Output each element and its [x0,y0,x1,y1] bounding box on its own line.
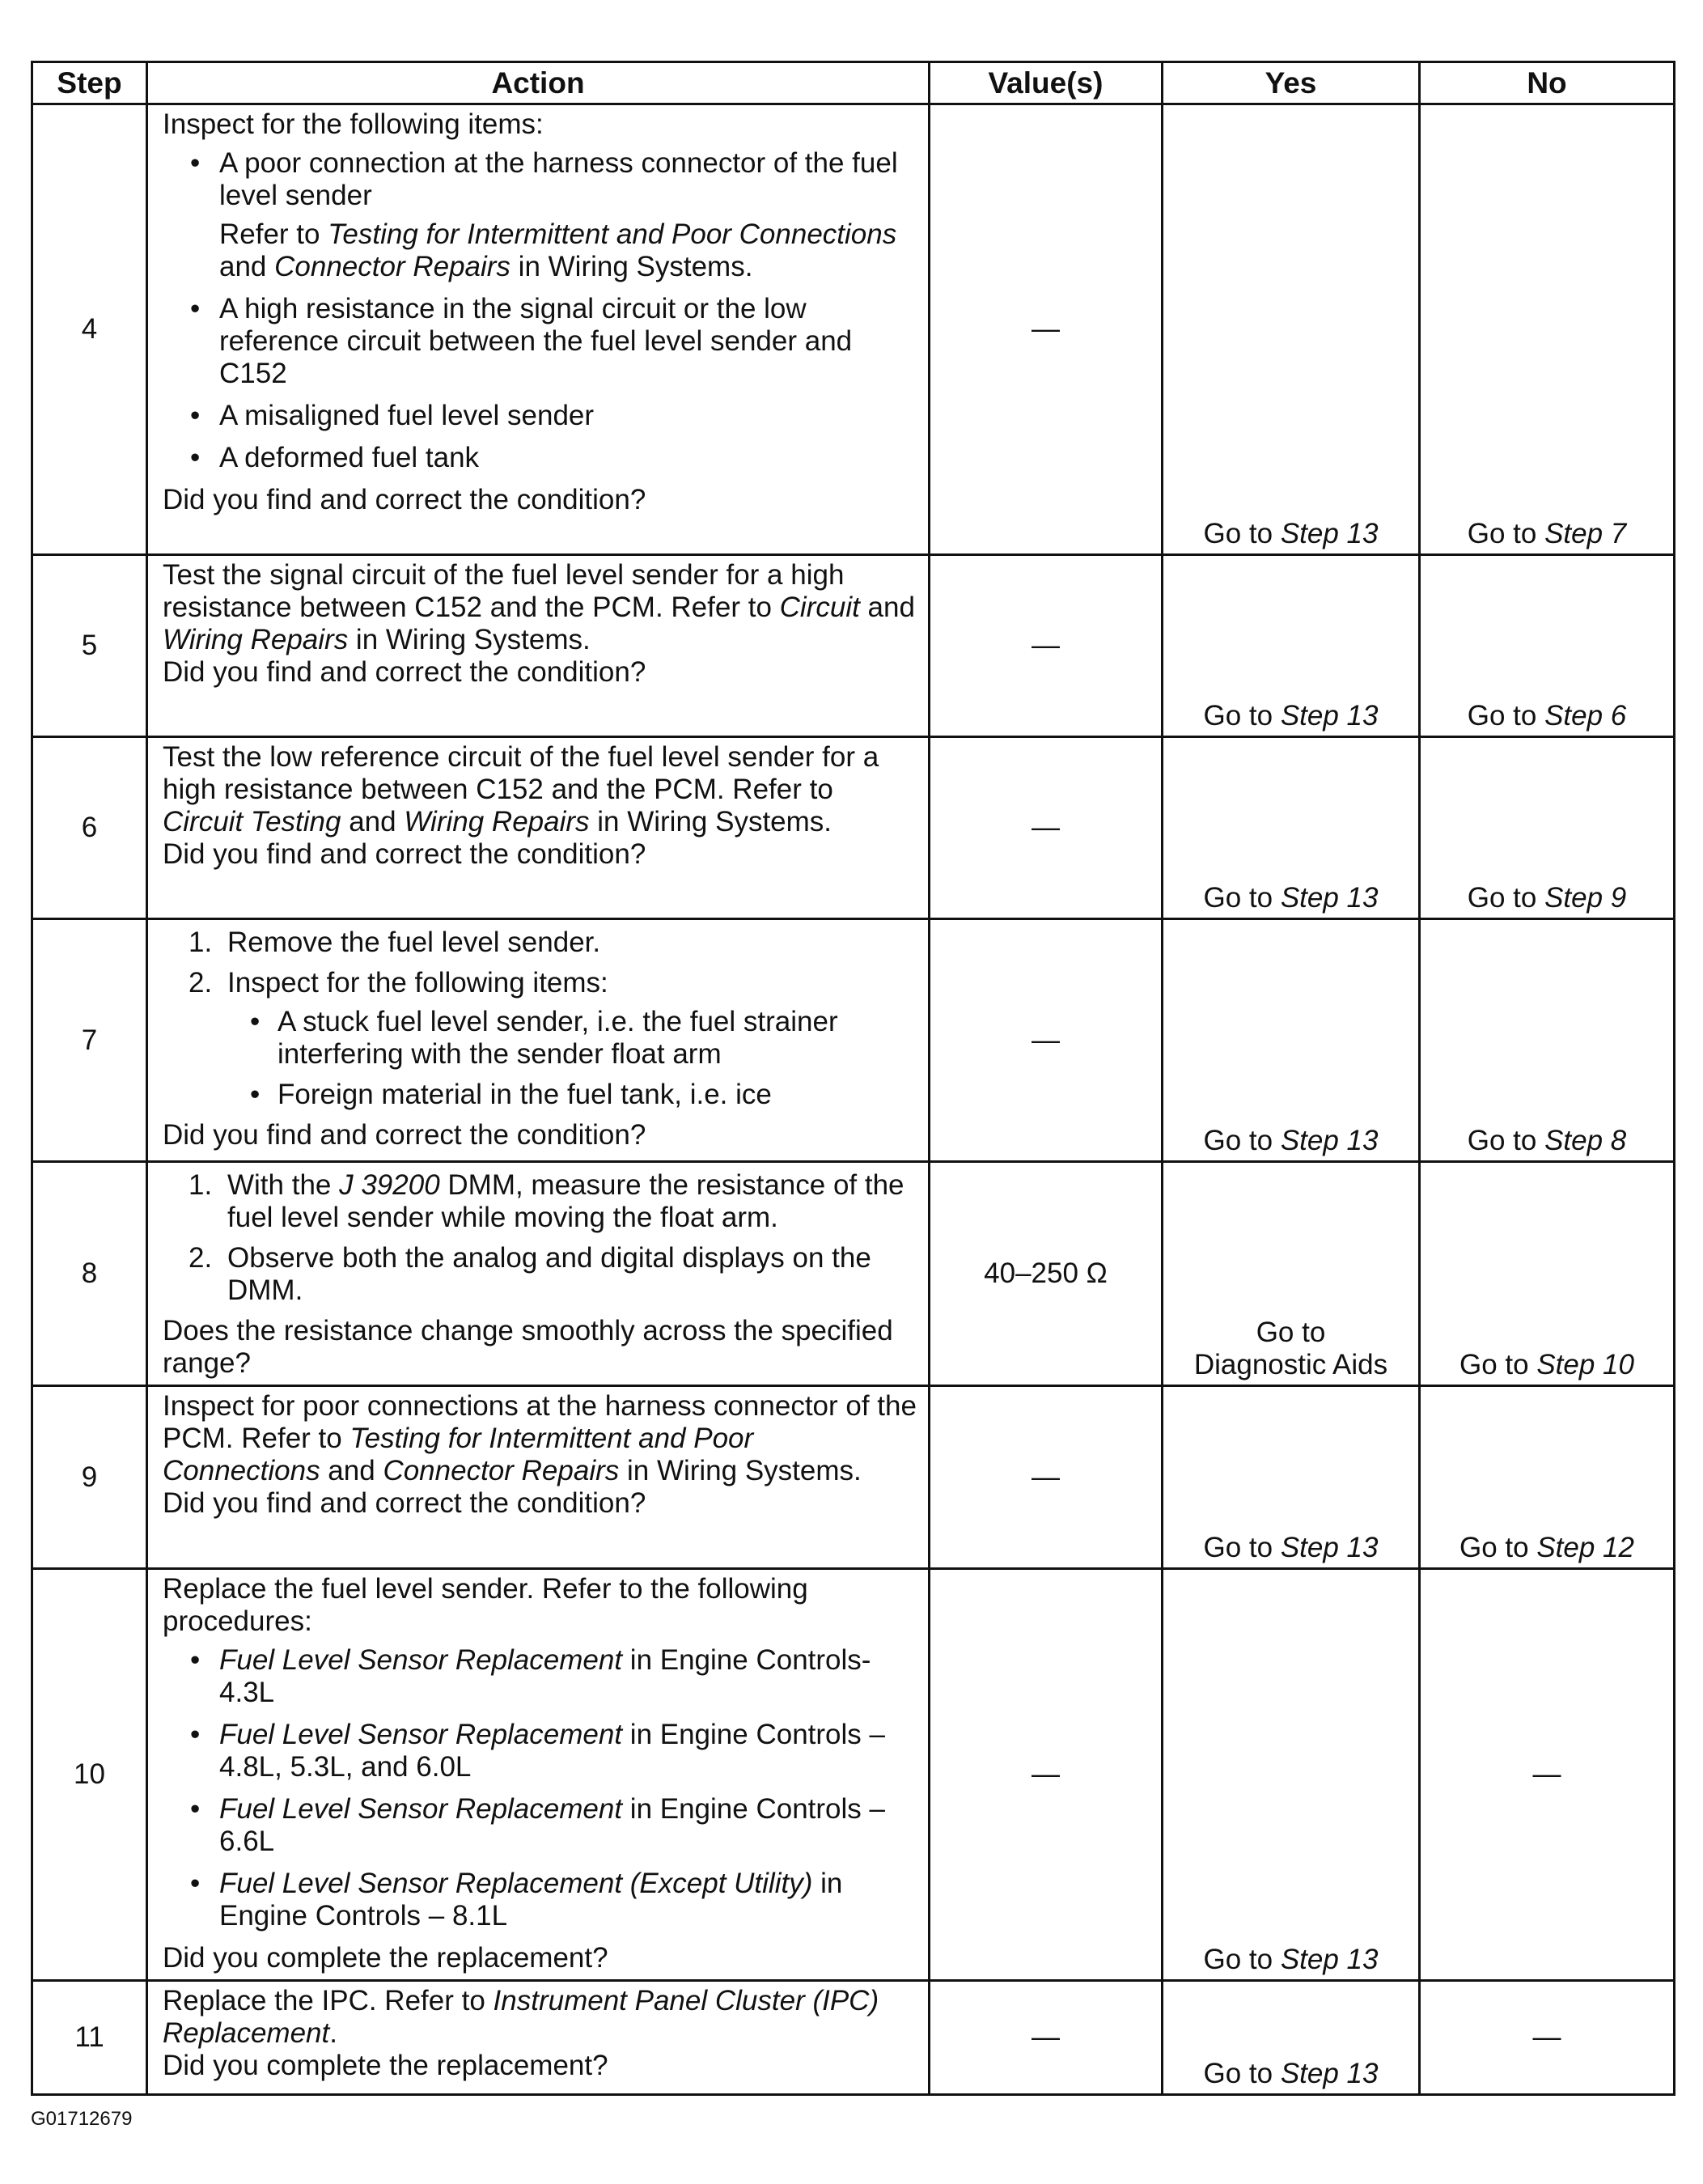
action-text [163,1985,917,2050]
ref-link-text: Testing for Intermittent and Poor Connections [163,1423,754,1486]
figure-code: G01712679 [31,2108,133,2130]
ref-link-text: Wiring Repairs [163,624,349,655]
step-number: 9 [32,1386,147,1569]
value-cell: — [930,555,1163,737]
no-cell: — [1420,1981,1675,2095]
header-values: Value(s) [930,62,1163,104]
yes-cell [1163,737,1420,919]
action-question: Did you find and correct the condition? [163,838,646,870]
yes-cell [1163,555,1420,737]
table-row [32,919,1675,1162]
numbered-list [163,927,917,1119]
bullet-text: A poor connection at the harness connector of the fuel level sender [219,147,898,211]
ref-link-text: Fuel Level Sensor Replacement [219,1719,623,1750]
header-step: Step [32,62,147,104]
yes-step-ref: Step 13 [1280,1532,1379,1563]
action-text [163,559,917,656]
table-row [32,1386,1675,1569]
action-question: Did you complete the replacement? [163,1942,608,1974]
ref-link-text: Connector Repairs [274,251,510,282]
table-row [32,555,1675,737]
ref-text: and [219,251,275,282]
no-cell [1420,104,1675,555]
yes-text: Go to [1203,1125,1281,1156]
list-item [163,1868,917,1932]
yes-step-ref: Step 13 [1280,2058,1379,2089]
yes-text: Go to [1203,518,1281,549]
yes-step-ref: Step 13 [1280,1125,1379,1156]
yes-step-ref: Step 13 [1280,518,1379,549]
tool-name: J 39200 [339,1169,440,1201]
list-number: 2. [189,967,213,999]
yes-text: Go to [1256,1317,1326,1348]
action-text [163,741,917,838]
list-item [163,1644,917,1709]
yes-text: Go to [1203,882,1281,914]
action-question: Did you find and correct the condition? [163,484,646,515]
yes-text: Go to [1203,700,1281,732]
step-number: 5 [32,555,147,737]
table-row [32,1569,1675,1981]
ref-link-text: Fuel Level Sensor Replacement [219,1644,623,1676]
action-cell [147,104,930,555]
yes-cell [1163,1162,1420,1386]
table-row [32,1981,1675,2095]
text-run: . [329,2017,337,2049]
yes-text: Go to [1203,2058,1281,2089]
no-step-ref: Step 9 [1544,882,1627,914]
list-number: 1. [189,1169,213,1201]
yes-cell [1163,104,1420,555]
list-item: • A misaligned fuel level sender [163,400,917,432]
ref-text: Refer to [219,218,328,250]
no-text: Go to [1467,518,1545,549]
action-question: Did you find and correct the condition? [163,1487,646,1519]
diagnostic-table [31,61,1675,2096]
no-text: Go to [1467,1125,1545,1156]
no-text: Go to [1467,882,1545,914]
list-item [163,1242,917,1307]
table-row [32,104,1675,555]
list-text: Remove the fuel level sender. [227,927,601,958]
action-intro: Replace the fuel level sender. Refer to the following procedures: [163,1573,808,1637]
yes-step-ref: Step 13 [1280,1944,1379,1975]
action-intro: Inspect for the following items: [163,108,544,140]
ref-link-text: Circuit [779,592,860,623]
action-question: Did you complete the replacement? [163,2050,608,2081]
bullet-text: in Engine Controls- 4.3L [219,1644,871,1708]
list-item [163,147,917,283]
list-item [163,1169,917,1234]
text-run: Test the low reference circuit of the fuel level sender for a high resistance between C152 and the PCM. Refer to [163,741,879,805]
step-number: 4 [32,104,147,555]
list-item [163,1719,917,1783]
text-run: in Wiring Systems. [619,1455,862,1486]
value-cell: — [930,737,1163,919]
ref-link-text: Instrument Panel Cluster (IPC) Replacement [163,1985,879,2049]
yes-cell [1163,1569,1420,1981]
action-cell [147,919,930,1162]
value-cell: — [930,1981,1163,2095]
list-item [163,1793,917,1858]
no-cell [1420,1386,1675,1569]
text-run: and [859,592,915,623]
no-cell [1420,1162,1675,1386]
text-run: and [320,1455,383,1486]
bullet-list [163,147,917,474]
action-text [163,1390,917,1487]
action-question: Does the resistance change smoothly across the specified range? [163,1315,893,1379]
list-text: With the [227,1169,340,1201]
no-text: Go to [1459,1532,1537,1563]
header-row [32,62,1675,104]
yes-cell [1163,919,1420,1162]
no-step-ref: Step 7 [1544,518,1627,549]
no-step-ref: Step 10 [1536,1349,1634,1380]
step-number: 7 [32,919,147,1162]
numbered-list [163,1169,917,1315]
text-run: in Wiring Systems. [589,806,832,838]
list-item [163,967,917,1111]
no-step-ref: Step 8 [1544,1125,1627,1156]
list-text: Observe both the analog and digital displays on the DMM. [227,1242,871,1306]
list-text: DMM, measure the resistance of the fuel level sender while moving the float arm. [227,1169,904,1233]
no-step-ref: Step 12 [1536,1532,1634,1563]
yes-cell [1163,1386,1420,1569]
text-run: Test the signal circuit of the fuel level sender for a high resistance between C152 and the PCM. Refer to [163,559,845,623]
value-cell: — [930,104,1163,555]
ref-link-text: Testing for Intermittent and Poor Connections [328,218,897,250]
value-cell: — [930,1569,1163,1981]
ref-link-text: Circuit Testing [163,806,341,838]
yes-step-ref: Step 13 [1280,882,1379,914]
no-text: Go to [1467,700,1545,732]
header-action: Action [147,62,930,104]
action-question: Did you find and correct the condition? [163,1119,646,1151]
action-cell [147,555,930,737]
text-run: Replace the IPC. Refer to [163,1985,494,2016]
table-row [32,737,1675,919]
list-number: 1. [189,927,213,958]
bullet-text: in Engine Controls – 4.8L, 5.3L, and 6.0L [219,1719,885,1783]
text-run: Inspect for poor connections at the harness connector of the PCM. Refer to [163,1390,917,1454]
value-cell: 40–250 Ω [930,1162,1163,1386]
action-cell [147,737,930,919]
action-cell [147,1386,930,1569]
value-cell: — [930,1386,1163,1569]
bullet-text: in Engine Controls – 6.6L [219,1793,885,1857]
step-number: 6 [32,737,147,919]
ref-link-text: Fuel Level Sensor Replacement [219,1793,623,1825]
header-no: No [1420,62,1675,104]
list-item: • Foreign material in the fuel tank, i.e. ice [227,1079,917,1111]
step-number: 8 [32,1162,147,1386]
no-cell: — [1420,1569,1675,1981]
text-run: in Wiring Systems. [348,624,591,655]
bullet-text: in Engine Controls – 8.1L [219,1868,843,1932]
sub-bullet-list [227,1006,917,1111]
yes-target: Diagnostic Aids [1193,1349,1388,1380]
text-run: and [341,806,405,838]
action-cell [147,1981,930,2095]
table-row [32,1162,1675,1386]
step-number: 11 [32,1981,147,2095]
ref-link-text: Wiring Repairs [404,806,590,838]
header-yes: Yes [1163,62,1420,104]
action-cell [147,1569,930,1981]
list-item: • A high resistance in the signal circuit or the low reference circuit between the fuel level sender and C152 [163,293,917,390]
no-cell [1420,919,1675,1162]
action-question: Did you find and correct the condition? [163,656,646,688]
action-cell [147,1162,930,1386]
yes-cell [1163,1981,1420,2095]
ref-link-text: Fuel Level Sensor Replacement (Except Utility) [219,1868,813,1899]
yes-text: Go to [1203,1944,1281,1975]
list-item [163,927,917,959]
list-item: • A stuck fuel level sender, i.e. the fuel strainer interfering with the sender float arm [227,1006,917,1071]
bullet-list [163,1644,917,1932]
ref-link-text: Connector Repairs [383,1455,620,1486]
list-item: • A deformed fuel tank [163,442,917,474]
value-cell: — [930,919,1163,1162]
ref-text: in Wiring Systems. [510,251,753,282]
no-step-ref: Step 6 [1544,700,1627,732]
no-text: Go to [1459,1349,1537,1380]
reference-note [219,218,917,283]
list-number: 2. [189,1242,213,1274]
no-cell [1420,555,1675,737]
list-text: Inspect for the following items: [227,967,608,999]
yes-step-ref: Step 13 [1280,700,1379,732]
no-cell [1420,737,1675,919]
yes-text: Go to [1203,1532,1281,1563]
step-number: 10 [32,1569,147,1981]
